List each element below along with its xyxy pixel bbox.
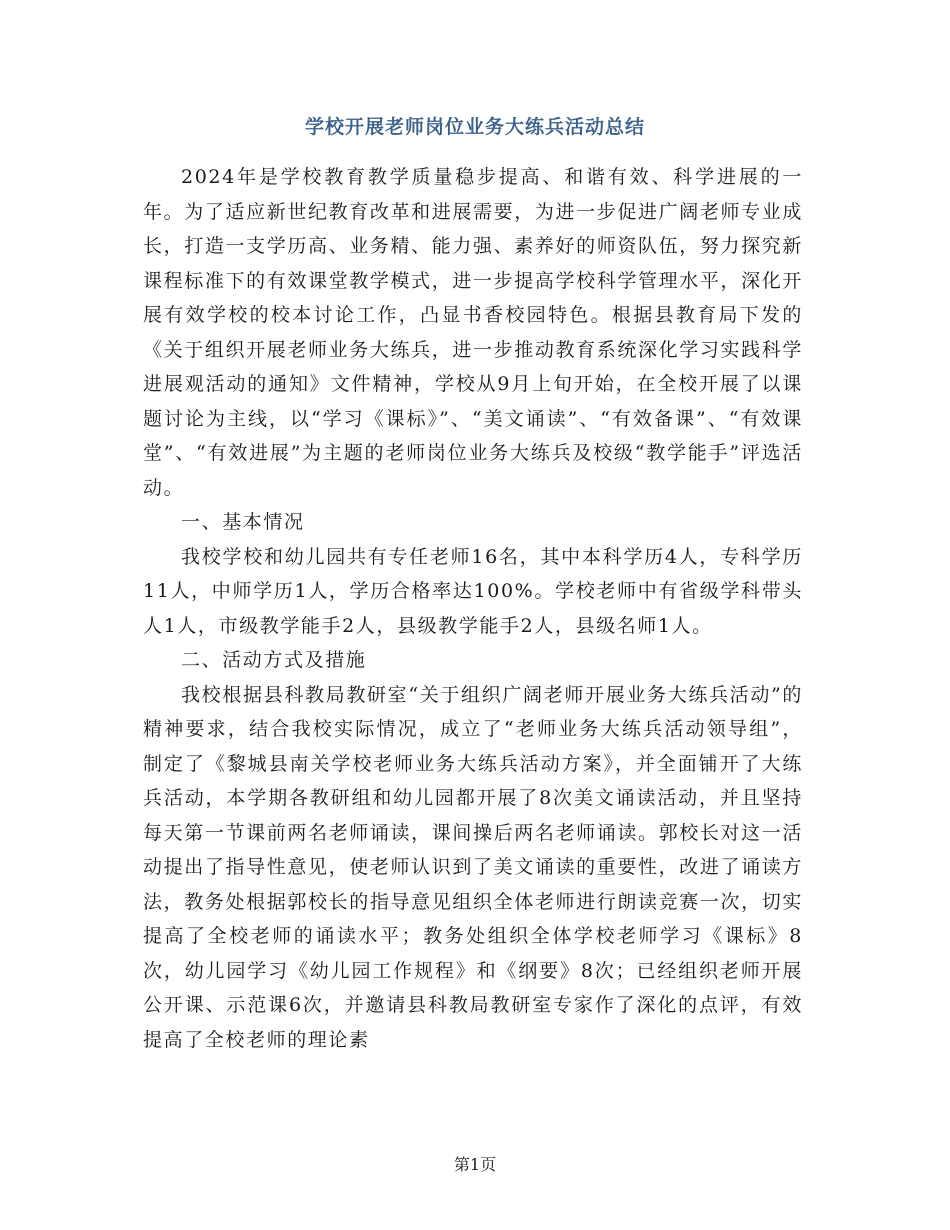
- paragraph-basic-situation: 我校学校和幼儿园共有专任老师16名，其中本科学历4人，专科学历11人，中师学历1人，学历合格率达100%。学校老师中有省级学科带头人1人，市级教学能手2人，县级教学能手2人，县级名师1人。: [143, 545, 803, 637]
- document-title: 学校开展老师岗位业务大练兵活动总结: [304, 116, 645, 138]
- section-heading-basic-situation: 一、基本情况: [181, 511, 305, 533]
- document-body: [143, 160, 803, 1057]
- paragraph-methods: 我校根据县科教局教研室“关于组织广阔老师开展业务大练兵活动”的精神要求，结合我校实际情况，成立了“老师业务大练兵活动领导组”，制定了《黎城县南关学校老师业务大练兵活动方案》，并全面铺开了大练兵活动，本学期各教研组和幼儿园都开展了8次美文诵读活动，并且坚持每天第一节课前两名老师诵读，课间操后两名老师诵读。郭校长对这一活动提出了指导性意见，使老师认识到了美文诵读的重要性，改进了诵读方法，教务处根据郭校长的指导意见组织全体老师进行朗读竞赛一次，切实提高了全校老师的诵读水平；教务处组织全体学校老师学习《课标》8次，幼儿园学习《幼儿园工作规程》和《纲要》8次；已经组织老师开展公开课、示范课6次，并邀请县科教局教研室专家作了深化的点评，有效提高了全校老师的理论素: [143, 683, 803, 1051]
- paragraph-intro: 2024年是学校教育教学质量稳步提高、和谐有效、科学进展的一年。为了适应新世纪教育改革和进展需要，为进一步促进广阔老师专业成长，打造一支学历高、业务精、能力强、素养好的师资队伍，努力探究新课程标准下的有效课堂教学模式，进一步提高学校科学管理水平，深化开展有效学校的校本讨论工作，凸显书香校园特色。根据县教育局下发的《关于组织开展老师业务大练兵，进一步推动教育系统深化学习实践科学进展观活动的通知》文件精神，学校从9月上旬开始，在全校开展了以课题讨论为主线，以“学习《课标》”、“美文诵读”、“有效备课”、“有效课堂”、“有效进展”为主题的老师岗位业务大练兵及校级“教学能手”评选活动。: [143, 166, 803, 499]
- section-heading-methods: 二、活动方式及措施: [181, 649, 367, 671]
- page-number: 第1页: [453, 1155, 497, 1174]
